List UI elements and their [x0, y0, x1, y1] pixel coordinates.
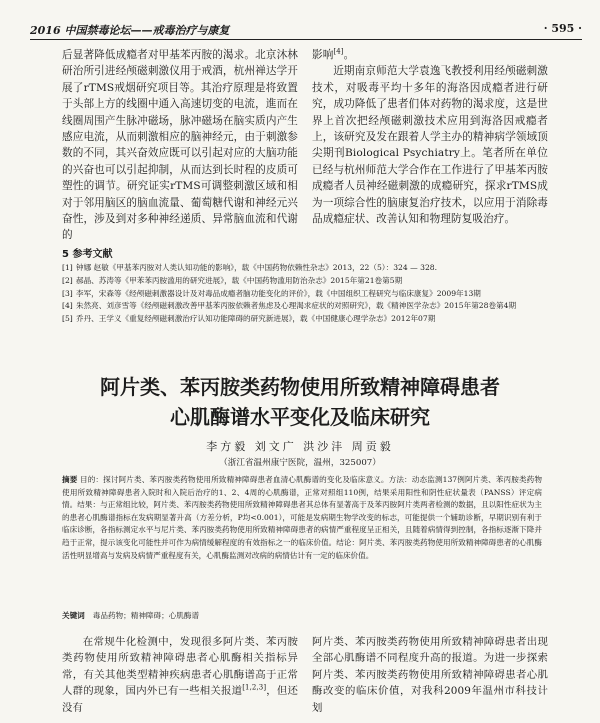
keywords	[62, 610, 542, 621]
right-para1-text: 影响	[312, 49, 334, 61]
running-header	[30, 22, 582, 38]
references-list	[62, 262, 542, 326]
citation-1-3: [1,2,3]	[242, 683, 267, 692]
right-column-paragraph-2: 近期南京师范大学袁逸飞教授利用经颅磁刺激技术，对吸毒平均十多年的海洛因成瘾者进行研究，成功降低了患者们体对药物的渴求度，这是世界上首次把经颅磁刺激技术应用到海洛因戒瘾者上，该研究及发在跟着人学主办的精神病学领域顶尖期刊Biological Psychiatry上。笔者所在单位已经与杭州师范大学合作在工作进行了甲基苯丙胺成瘾者人员神经磁刺激的成瘾研究，探求rTMS成为一项综合性的脑康复治疗技术，以应用于消除毒品成瘾症状、改善认知和物理防复吸治疗。	[312, 65, 548, 226]
reference-number: [1]	[62, 263, 73, 272]
page-number: · 595 ·	[543, 22, 582, 35]
reference-text: 钟娜 赵敏《甲基苯丙胺对人类认知功能的影响》，载《中国药物依赖性杂志》2013，22（5）：324 — 328.	[76, 263, 438, 272]
reference-number: [3]	[62, 288, 73, 298]
reference-item	[62, 300, 542, 313]
abstract-label: 摘要	[62, 475, 78, 484]
article-affiliation: （浙江省温州康宁医院，温州，325007）	[219, 458, 381, 468]
right-para1-end: 。	[343, 49, 355, 61]
reference-text: 朱然亮、刘彦雪等《经颅磁刺激改善甲基苯丙胺依赖者焦虑及心理渴求症状的对照研究》，载《精神医学杂志》2015年第28卷第4期	[76, 301, 517, 311]
reference-item	[62, 313, 542, 326]
reference-item	[62, 275, 542, 288]
abstract	[62, 474, 542, 562]
reference-number: [2]	[62, 275, 73, 285]
body-right-paragraph: 阿片类、苯丙胺类药物使用所致精神障碍患者出现全部心肌酶谱不同程度升高的报道。为进一步探索阿片类、苯丙胺类药物使用所致精神障碍患者心肌酶改变的临床价值，对我科2009年温州市科技计划	[312, 636, 548, 714]
article-title-line-2: 心肌酶谱水平变化及临床研究	[170, 405, 430, 429]
reference-item	[62, 262, 542, 275]
reference-number: [4]	[62, 301, 73, 311]
reference-text: 乔丹、王学义《重复经颅磁刺激治疗认知功能障碍的研究新进展》，载《中国健康心理学杂志》2012年07期	[76, 314, 436, 324]
reference-text: 李军，宋森等《经颅磁刺激器设计及对毒品成瘾者脑功能变化的评价》，载《中国组织工程研究与临床康复》2009年13期	[76, 288, 481, 298]
keywords-label: 关键词	[62, 611, 85, 620]
reference-text: 郝晶、苏涛等《甲苯苯丙胺滥用的研究进展》，载《中国药物滥用防治杂志》2015年第21卷第5期	[76, 275, 403, 285]
left-column	[62, 47, 298, 244]
article-title	[40, 372, 560, 432]
abstract-text: 目的：探讨阿片类、苯丙胺类药物使用所致精神障碍患者血清心肌酶谱的变化及临床意义。方法：动态监测137例阿片类、苯丙胺类药物使用所致精神障碍患者入院时和入院后治疗的1、2、4周的心肌酶谱，正常对照组110例，结果采用阳性和阴性症状量表（PANSS）评定病情。结果：与正常组比较，阿片类、苯丙胺类药物使用所致精神障碍患者其总体有显著高于及苯丙胺阿片类两者检测的数据，且以阳性症状为主的患者心肌酶谱指标在发病期显著升高（方差分析，P均<0.001），可能是发病期生物学改变的标志，可能提供一个辅助诊断，早期识别有利于临床诊断，各指标测定水平与尼片类、苯丙胺类药物使用所致精神障碍患者的病情严重程度呈正相关，且随着病情得到控制，各指标逐渐下降并趋于正常，提示该变化可能性并可作为病情缓解程度的有效指标之一的临床价值。结论：阿片类、苯丙胺类药物使用所致精神障碍患者的心肌酶活性明显增高与发病及病情严重程度有关，心肌酶监测对改病的病情估计有一定的临床价值。	[62, 475, 542, 560]
article-authors: 李方毅 刘文广 洪沙沣 周贡毅	[206, 440, 394, 453]
right-column-paragraph-1	[312, 47, 548, 63]
keywords-text: 毒品药物；精神障碍；心肌酶谱	[92, 611, 200, 620]
right-column	[312, 47, 548, 227]
citation-4: [4]	[333, 47, 344, 56]
body-left-text: 在常规牛化检测中，发现很多阿片类、苯丙胺类药物使用所致精神障碍患者心肌酶相关指标异常，有关其他类型精神疾病患者心肌酶谱高于正常人群的现象，国内外已有一些相关报道	[62, 636, 298, 698]
article-title-line-1: 阿片类、苯丙胺类药物使用所致精神障碍患者	[100, 375, 500, 399]
body-left-paragraph	[62, 634, 298, 716]
body-right-column	[312, 634, 548, 716]
header-rule	[30, 39, 582, 40]
body-left-column	[62, 634, 298, 716]
journal-name: 2016 中国禁毒论坛——戒毒治疗与康复	[30, 24, 230, 37]
references-heading: 5 参考文献	[62, 249, 113, 260]
reference-number: [5]	[62, 314, 73, 324]
left-column-paragraph: 后显著降低成瘾者对甲基苯丙胺的渴求。北京沐林研治所引进经颅磁刺激仪用于戒酒，杭州禅达学开展了rTMS戒烟研究项目等。其治疗原理是将致置于头部上方的线圈中通入高速切变的电流，進而在线圈周围产生脉冲磁场，脉冲磁场在脑实质内产生感应电流，从而刺激相应的脑神经元，由于刺激参数的不同，其兴奋效应既可以引起对应的大脑功能的兴奋也可以引起抑制，从而达到长时程的皮质可塑性的调节。研究证实rTMS可调整刺激区域和相对于邻用脑区的脑血流量、葡萄糖代谢和神经元兴奋性，涉及到对多种神经递质、异常脑血流和代谢的	[62, 49, 298, 242]
reference-item	[62, 288, 542, 301]
body-left-text-end: ，但还没有	[62, 685, 298, 714]
